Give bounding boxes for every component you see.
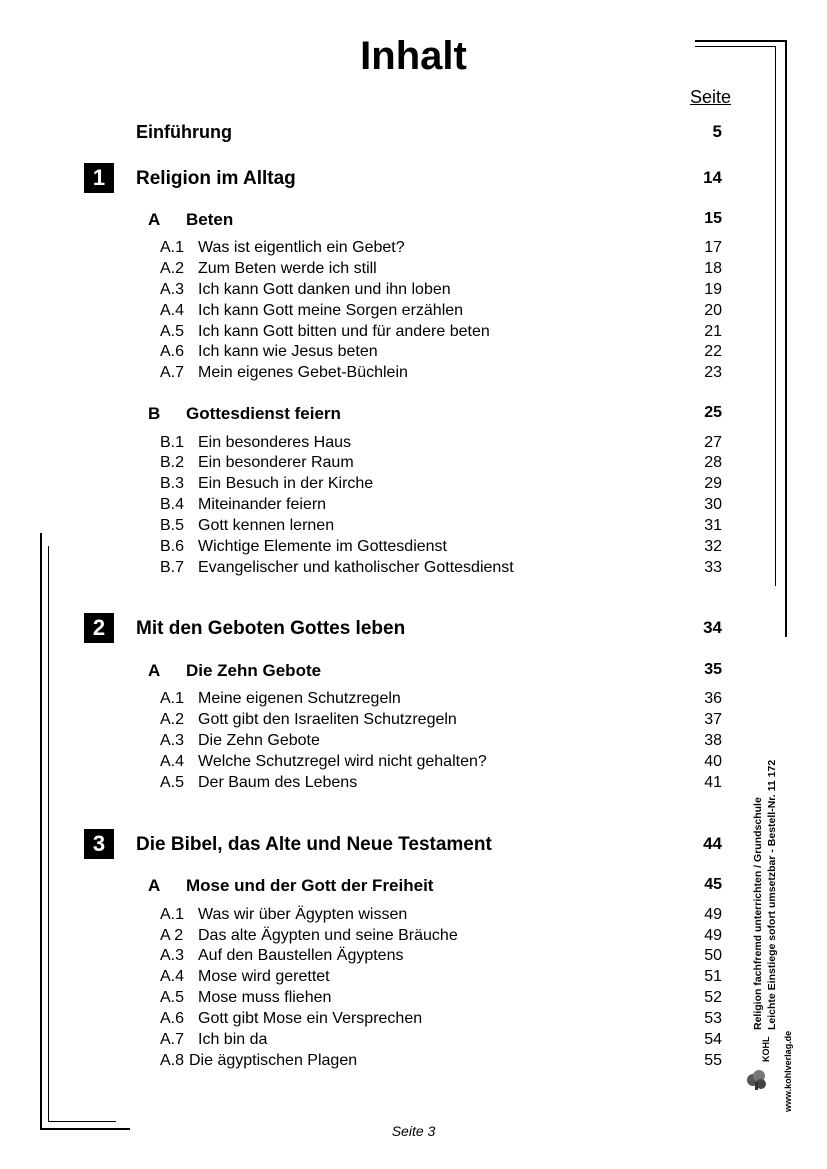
toc-item-row[interactable] (0, 239, 827, 261)
toc-page-number: 31 (704, 517, 722, 534)
toc-item-row[interactable] (0, 496, 827, 518)
toc-item-code: A.6 (160, 343, 185, 360)
frame-top-right-horizontal-outer (695, 40, 787, 42)
toc-page-number: 54 (704, 1031, 722, 1048)
toc-page-number: 27 (704, 434, 722, 451)
toc-item-row[interactable] (0, 302, 827, 324)
toc-item-code: A.7 (160, 364, 185, 381)
toc-page-number: 50 (704, 947, 722, 964)
toc-item-code: A.4 (160, 753, 185, 770)
toc-item-title: Ich kann Gott meine Sorgen erzählen (198, 302, 464, 319)
chapter-number-badge: 2 (84, 613, 114, 643)
toc-section-letter: A (148, 876, 161, 895)
page-title: Inhalt (360, 34, 467, 78)
toc-page-number: 49 (704, 906, 722, 923)
toc-item-code: A.8 (160, 1052, 185, 1069)
toc-item-code: A 2 (160, 927, 184, 944)
toc-item-title: Was ist eigentlich ein Gebet? (198, 239, 405, 256)
toc-page-number: 52 (704, 989, 722, 1006)
side-imprint-url: www.kohlverlag.de (783, 1030, 793, 1112)
toc-item-code: B.1 (160, 434, 185, 451)
toc-intro-row[interactable] (0, 122, 827, 144)
toc-page-number: 25 (704, 404, 722, 421)
publisher-logo (743, 1022, 775, 1092)
toc-item-title: Meine eigenen Schutzregeln (198, 690, 401, 707)
toc-item-code: A.1 (160, 906, 185, 923)
toc-page-number: 22 (704, 343, 722, 360)
toc-item-title: Ein besonderes Haus (198, 434, 351, 451)
toc-item-title: Auf den Baustellen Ägyptens (198, 947, 404, 964)
toc-item-row[interactable] (0, 323, 827, 345)
toc-item-title: Die Zehn Gebote (198, 732, 320, 749)
toc-item-code: A.4 (160, 968, 185, 985)
toc-page-number: 51 (704, 968, 722, 985)
toc-item-row[interactable] (0, 690, 827, 712)
toc-intro-label: Einführung (136, 122, 232, 142)
toc-item-title: Welche Schutzregel wird nicht gehalten? (198, 753, 487, 770)
toc-item-row[interactable] (0, 1052, 827, 1074)
toc-section-title: Die Zehn Gebote (186, 661, 322, 680)
toc-item-code: A.5 (160, 323, 185, 340)
toc-section-letter: A (148, 661, 161, 680)
toc-item-title: Ich kann Gott danken und ihn loben (198, 281, 451, 298)
chapter-number-badge: 3 (84, 829, 114, 859)
toc-page-number: 49 (704, 927, 722, 944)
toc-page-number: 33 (704, 559, 722, 576)
toc-page-number: 5 (712, 122, 722, 141)
toc-page-number: 53 (704, 1010, 722, 1027)
toc-page-number: 32 (704, 538, 722, 555)
toc-item-code: A.3 (160, 281, 185, 298)
page-footer: Seite 3 (391, 1123, 436, 1139)
toc-item-title: Der Baum des Lebens (198, 774, 358, 791)
toc-page-number: 41 (704, 774, 722, 791)
toc-page-number: 28 (704, 454, 722, 471)
toc-item-code: B.2 (160, 454, 185, 471)
toc-section-title: Gottesdienst feiern (186, 404, 341, 423)
toc-item-title: Ich bin da (198, 1031, 268, 1048)
toc-chapter-title: Die Bibel, das Alte und Neue Testament (136, 834, 492, 855)
toc-item-row[interactable] (0, 559, 827, 581)
toc-item-code: A.7 (160, 1031, 185, 1048)
toc-chapter-row[interactable] (0, 618, 827, 640)
toc-page-number: 35 (704, 661, 722, 678)
toc-item-title: Gott gibt den Israeliten Schutzregeln (198, 711, 457, 728)
toc-page-number: 36 (704, 690, 722, 707)
toc-item-title: Ein besonderer Raum (198, 454, 354, 471)
toc-page-number: 29 (704, 475, 722, 492)
toc-page-number: 45 (704, 876, 722, 893)
toc-page-number: 15 (704, 210, 722, 227)
toc-item-title: Mose muss fliehen (198, 989, 332, 1006)
toc-item-code: A.3 (160, 947, 185, 964)
toc-item-title: Gott kennen lernen (198, 517, 335, 534)
toc-item-title: Evangelischer und katholischer Gottesdienst (198, 559, 514, 576)
toc-chapter-row[interactable] (0, 168, 827, 190)
toc-item-code: B.4 (160, 496, 185, 513)
toc-item-row[interactable] (0, 538, 827, 560)
toc-section-row[interactable] (0, 404, 827, 426)
frame-bottom-left-horizontal-inner (48, 1121, 116, 1122)
toc-item-code: A.2 (160, 711, 185, 728)
toc-item-code: A.6 (160, 1010, 185, 1027)
toc-page-number: 34 (703, 618, 722, 637)
toc-page-number: 23 (704, 364, 722, 381)
publisher-logo-text: KOHL (761, 1036, 771, 1062)
toc-item-code: A.3 (160, 732, 185, 749)
toc-item-title: Mein eigenes Gebet-Büchlein (198, 364, 408, 381)
toc-section-row[interactable] (0, 210, 827, 232)
toc-item-row[interactable] (0, 434, 827, 456)
toc-item-title: Ein Besuch in der Kirche (198, 475, 374, 492)
toc-item-title: Miteinander feiern (198, 496, 327, 513)
toc-page-number: 17 (704, 239, 722, 256)
toc-item-row[interactable] (0, 343, 827, 365)
toc-item-row[interactable] (0, 454, 827, 476)
toc-page-number: 21 (704, 323, 722, 340)
side-imprint-line2: Leichte Einstiege sofort umsetzbar - Bestell-Nr. 11 172 (766, 759, 778, 1030)
toc-item-code: A.2 (160, 260, 185, 277)
toc-page-number: 37 (704, 711, 722, 728)
toc-section-title: Mose und der Gott der Freiheit (186, 876, 434, 895)
toc-page-number: 20 (704, 302, 722, 319)
toc-item-code: B.7 (160, 559, 185, 576)
page-column-header: Seite (690, 87, 732, 107)
toc-chapter-title: Mit den Geboten Gottes leben (136, 618, 406, 639)
chapter-number-badge: 1 (84, 163, 114, 193)
side-imprint (690, 710, 778, 1030)
toc-item-row[interactable] (0, 281, 827, 303)
toc-chapter-title: Religion im Alltag (136, 168, 296, 189)
toc-page-number: 19 (704, 281, 722, 298)
side-imprint-line1: Religion fachfremd unterrichten / Grundschule (752, 797, 764, 1030)
toc-item-title: Ich kann Gott bitten und für andere beten (198, 323, 490, 340)
toc-item-title: Zum Beten werde ich still (198, 260, 377, 277)
toc-section-row[interactable] (0, 661, 827, 683)
toc-page-number: 30 (704, 496, 722, 513)
frame-top-right-horizontal-inner (695, 46, 776, 47)
toc-item-code: B.5 (160, 517, 185, 534)
toc-item-row[interactable] (0, 364, 827, 386)
toc-page-number: 44 (703, 834, 722, 853)
toc-item-row[interactable] (0, 1031, 827, 1053)
toc-item-row[interactable] (0, 260, 827, 282)
toc-page-number: 40 (704, 753, 722, 770)
toc-page-number: 38 (704, 732, 722, 749)
toc-page-number: 14 (703, 168, 722, 187)
toc-item-code: A.4 (160, 302, 185, 319)
toc-item-code: A.1 (160, 239, 185, 256)
toc-item-title: Gott gibt Mose ein Versprechen (198, 1010, 423, 1027)
toc-item-code: A.5 (160, 774, 185, 791)
toc-item-title: Was wir über Ägypten wissen (198, 906, 408, 923)
toc-item-code: A.5 (160, 989, 185, 1006)
toc-item-title: Wichtige Elemente im Gottesdienst (198, 538, 447, 555)
toc-item-title: Das alte Ägypten und seine Bräuche (198, 927, 458, 944)
toc-page-number: 55 (704, 1052, 722, 1069)
toc-section-letter: B (148, 404, 161, 423)
toc-section-letter: A (148, 210, 161, 229)
toc-item-code: B.6 (160, 538, 185, 555)
toc-item-title: Mose wird gerettet (198, 968, 330, 985)
toc-item-title: Ich kann wie Jesus beten (198, 343, 378, 360)
toc-section-title: Beten (186, 210, 234, 229)
toc-item-code: A.1 (160, 690, 185, 707)
toc-page-number: 18 (704, 260, 722, 277)
toc-item-row[interactable] (0, 475, 827, 497)
toc-item-title: Die ägyptischen Plagen (189, 1052, 358, 1069)
toc-item-code: B.3 (160, 475, 185, 492)
toc-item-row[interactable] (0, 517, 827, 539)
